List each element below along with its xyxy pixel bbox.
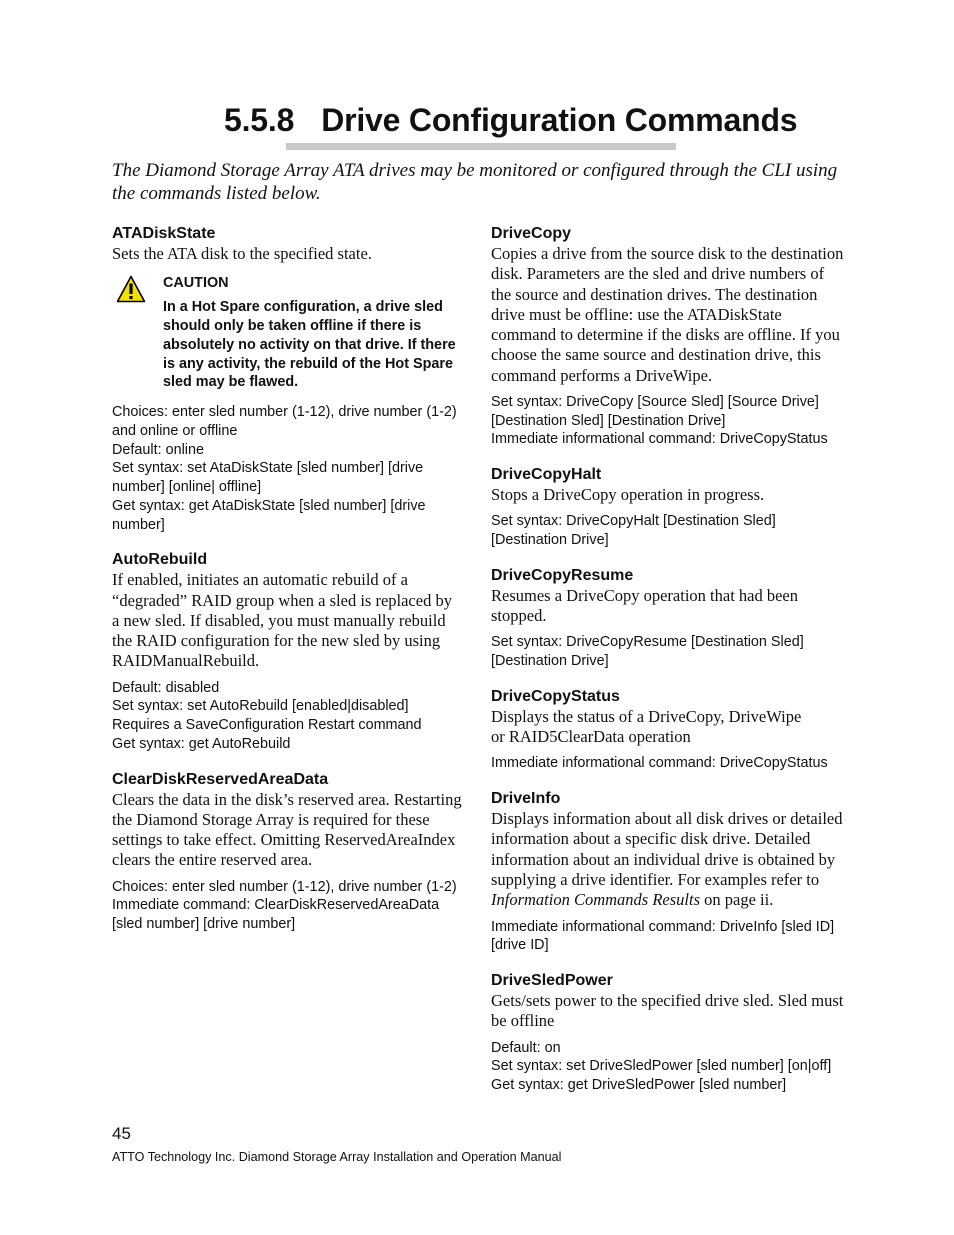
section-description: Gets/sets power to the specified drive sled. Sled must be offline (491, 991, 844, 1031)
section-number: 5.5.8 (224, 102, 295, 138)
description-text: Displays information about all disk drives or detailed information about a specific disk drive. Detailed information about an individual drive is obtained by supplying a drive identifier. For examples refer to (491, 809, 843, 890)
set-syntax-line: Set syntax: set DriveSledPower [sled number] [on|off] (491, 1058, 832, 1075)
section-drivecopyresume (491, 566, 847, 671)
requires-line: Requires a SaveConfiguration Restart command (112, 717, 422, 734)
section-drivecopyhalt (491, 465, 847, 550)
right-column (491, 224, 847, 1111)
left-column (112, 224, 468, 950)
immediate-command-line: Immediate informational command: DriveCopyStatus (491, 755, 828, 772)
get-syntax-line: Get syntax: get AtaDiskState [sled number] [drive number] (112, 497, 426, 533)
section-title: Drive Configuration Commands (321, 102, 798, 138)
default-line: Default: disabled (112, 679, 220, 696)
caution-title: CAUTION (163, 275, 229, 292)
choices-line: Choices: enter sled number (1-12), drive number (1-2) and online or offline (112, 404, 457, 439)
section-heading: DriveInfo (491, 790, 561, 808)
section-description: If enabled, initiates an automatic rebuild of a “degraded” RAID group when a sled is replaced by a new sled. If disabled, you must manually rebuild the RAID configuration for the new sled by using RAIDManualRebuild. (112, 570, 452, 671)
section-drivesledpower (491, 971, 847, 1095)
section-atadiskstate (112, 224, 468, 534)
section-heading: DriveCopyHalt (491, 466, 602, 484)
section-heading: DriveCopy (491, 225, 572, 242)
warning-icon (116, 275, 146, 303)
page-number: 45 (112, 1124, 131, 1143)
section-heading: DriveCopyStatus (491, 687, 620, 705)
section-description: Displays the status of a DriveCopy, DriveWipe or RAID5ClearData operation (491, 706, 802, 747)
section-heading: DriveSledPower (491, 972, 613, 990)
section-description: Clears the data in the disk’s reserved area. Restarting the Diamond Storage Array is required for these settings to take effect. Omitting ReservedAreaIndex clears the entire reserved area. (112, 789, 462, 870)
section-driveinfo (491, 789, 847, 955)
immediate-command-line: Immediate informational command: DriveInfo [sled ID] [drive ID] (491, 918, 835, 954)
choices-line: Choices: enter sled number (1-12), drive number (1-2) (112, 878, 457, 895)
title-underline (286, 143, 676, 150)
section-drivecopystatus (491, 687, 847, 773)
set-syntax-line: Set syntax: DriveCopyResume [Destination Sled] [Destination Drive] (491, 634, 804, 670)
section-heading: ClearDiskReservedAreaData (112, 770, 329, 788)
description-tail: on page ii. (704, 890, 774, 910)
section-autorebuild (112, 550, 468, 753)
section-heading: DriveCopyResume (491, 566, 634, 584)
cross-reference-link[interactable]: Information Commands Results (491, 890, 701, 910)
section-drivecopy (491, 224, 847, 449)
page-title (224, 98, 797, 142)
section-heading: ATADiskState (112, 225, 216, 242)
section-description: Sets the ATA disk to the specified state. (112, 244, 372, 263)
section-description: Resumes a DriveCopy operation that had been stopped. (491, 585, 798, 626)
section-cleardiskreservedareadata (112, 770, 468, 934)
section-description: Stops a DriveCopy operation in progress. (491, 485, 765, 505)
set-syntax-line: Set syntax: DriveCopy [Source Sled] [Source Drive] [Destination Sled] [Destination Drive] (491, 394, 819, 429)
default-line: Default: online (112, 441, 205, 458)
default-line: Default: on (491, 1039, 561, 1056)
footer-text: ATTO Technology Inc. Diamond Storage Array Installation and Operation Manual (112, 1150, 562, 1164)
caution-text: In a Hot Spare configuration, a drive sled should only be taken offline if there is absolutely no activity on that drive. If there is any activity, the rebuild of the Hot Spare sled may be flawed. (163, 299, 456, 391)
set-syntax-line: Set syntax: DriveCopyHalt [Destination Sled] [Destination Drive] (491, 513, 776, 549)
get-syntax-line: Get syntax: get AutoRebuild (112, 735, 291, 752)
get-syntax-line: Get syntax: get DriveSledPower [sled number] (491, 1077, 787, 1094)
immediate-command-line: Immediate informational command: DriveCopyStatus (491, 431, 828, 448)
caution-box (112, 271, 468, 397)
set-syntax-line: Set syntax: set AutoRebuild [enabled|disabled] (112, 698, 409, 715)
set-syntax-line: Set syntax: set AtaDiskState [sled number] [drive number] [online| offline] (112, 460, 424, 496)
section-heading: AutoRebuild (112, 551, 208, 569)
intro-paragraph: The Diamond Storage Array ATA drives may be monitored or configured through the CLI using the commands listed below. (112, 160, 838, 204)
section-description: Copies a drive from the source disk to the destination disk. Parameters are the sled and drive numbers of the source and destination drives. The destination drive must be offline: use the ATADiskState command to determine if the disks are offline. If you choose the same source and destination drive, this command performs a DriveWipe. (491, 244, 844, 385)
section-description (491, 809, 847, 910)
immediate-command-line: Immediate command: ClearDiskReservedAreaData [sled number] [drive number] (112, 897, 440, 933)
